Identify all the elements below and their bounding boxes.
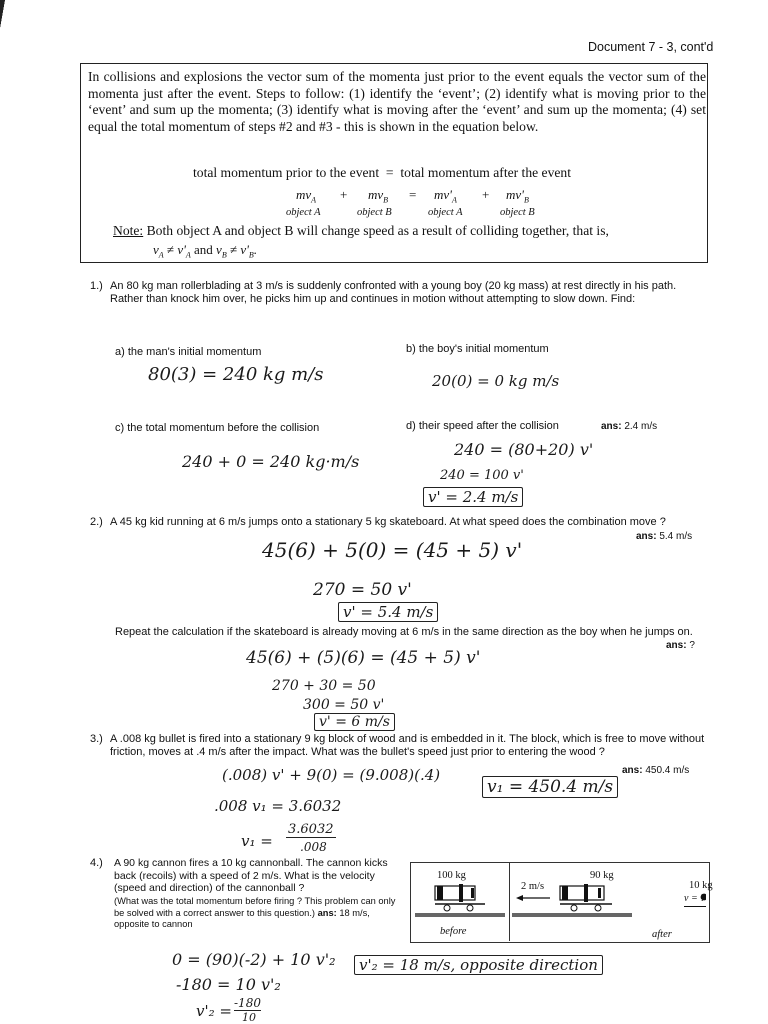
momentum-equation bbox=[296, 187, 556, 209]
intro-paragraph: In collisions and explosions the vector sum of the momenta just prior to the event equals the vector sum of the momenta just after the event. Steps to follow: (1) identify the ‘event’; (2) identify what is moving prior to the ‘event’ and sum up the momenta; (3) identify what is moving after the ‘event’ and sum up the momenta; (4) set equal the total momentum of steps #2 and #3 - this is shown in the equation below. bbox=[88, 69, 706, 134]
q1c-handwriting: 240 + 0 = 240 kg·m/s bbox=[182, 452, 360, 471]
q1b-label: b) the boy's initial momentum bbox=[406, 343, 549, 355]
eq-mvb: mv bbox=[368, 187, 384, 202]
q1d-label: d) their speed after the collision bbox=[406, 420, 559, 432]
q3-handwriting-1: (.008) v' + 9(0) = (9.008)(.4) bbox=[222, 766, 441, 784]
q3-handwriting-num: 3.6032 bbox=[288, 822, 334, 837]
eq-sub-a: A bbox=[311, 195, 317, 205]
q1b-handwriting: 20(0) = 0 kg m/s bbox=[432, 372, 560, 390]
q4-text-2: (What was the total momentum before firing ? This problem can only be solved with a correct answer to this question.) ans: 18 m/s, opposite to cannon bbox=[114, 896, 396, 930]
note-formula: $v_A \ne v'_A$ and $v_B \ne v'_B$. bbox=[153, 242, 258, 260]
q1c-label: c) the total momentum before the collision bbox=[115, 422, 320, 434]
q4-text: A 90 kg cannon fires a 10 kg cannonball. The cannon kicks back (recoils) with a speed of 2 m/s. What is the velocity (speed and direction) of the cannonball ? bbox=[114, 857, 388, 895]
ball-velocity-arrow-icon bbox=[684, 906, 706, 907]
q1d-handwriting-boxed: v' = 2.4 m/s bbox=[423, 487, 523, 507]
q2-handwriting-5: 300 = 50 v' bbox=[303, 697, 385, 713]
q3-handwriting-2: .008 v₁ = 3.6032 bbox=[214, 797, 342, 815]
q1-number: 1.) bbox=[90, 280, 103, 292]
eq-equals: = bbox=[409, 187, 417, 202]
q4-fig-before-mass: 100 kg bbox=[437, 870, 466, 881]
q2-text: A 45 kg kid running at 6 m/s jumps onto a stationary 5 kg skateboard. At what speed does the combination move ? bbox=[110, 516, 666, 528]
q3-handwriting-3: v₁ = bbox=[241, 832, 273, 850]
q1a-label: a) the man's initial momentum bbox=[115, 346, 262, 358]
note-line bbox=[113, 223, 609, 239]
q4-answer-label: ans: bbox=[317, 907, 337, 918]
q2-handwriting-4: 270 + 30 = 50 bbox=[272, 678, 376, 694]
q4-fig-ball-mass: 10 kg bbox=[689, 880, 713, 891]
eq-plus-2: + bbox=[482, 187, 490, 202]
label-object-a-1: object A bbox=[286, 207, 321, 218]
label-object-a-2: object A bbox=[428, 207, 463, 218]
q3-number: 3.) bbox=[90, 733, 103, 745]
q4-handwriting-1: 0 = (90)(-2) + 10 v'₂ bbox=[172, 950, 336, 969]
q2-handwriting-1: 45(6) + 5(0) = (45 + 5) v' bbox=[262, 538, 523, 562]
q4-fig-after-label: after bbox=[652, 929, 672, 940]
eq-mva: mv bbox=[296, 187, 312, 202]
q4-answer: 18 m/s, opposite to cannon bbox=[114, 907, 370, 930]
q4-fig-after-speed: 2 m/s bbox=[521, 881, 545, 892]
q2-answer: ans: 5.4 m/s bbox=[636, 531, 693, 542]
q1a-handwriting: 80(3) = 240 kg m/s bbox=[148, 364, 324, 385]
label-object-b-1: object B bbox=[357, 207, 392, 218]
q2-handwriting-boxed: v' = 6 m/s bbox=[314, 713, 395, 731]
cannon-after-icon bbox=[512, 882, 632, 922]
label-object-b-2: object B bbox=[500, 207, 535, 218]
q4-handwriting-den: 10 bbox=[242, 1011, 256, 1024]
q4-figure-divider bbox=[509, 862, 510, 941]
q2-handwriting-2: 270 = 50 v' bbox=[313, 580, 412, 600]
eq-plus-1: + bbox=[340, 187, 348, 202]
q4-handwriting-3: v'₂ = bbox=[196, 1002, 232, 1020]
q4-handwriting-boxed: v'₂ = 18 m/s, opposite direction bbox=[354, 955, 603, 975]
eq-sub-b: B bbox=[383, 195, 389, 205]
q1d-handwriting-1: 240 = (80+20) v' bbox=[454, 440, 594, 459]
q3-text: A .008 kg bullet is fired into a stationary 9 kg block of wood and is embedded in it. The block, which is free to move without friction, moves at .4 m/s after the impact. What was the bullet's speed just prior to entering the wood ? bbox=[110, 733, 705, 758]
q3-answer: ans: 450.4 m/s bbox=[622, 765, 690, 776]
q2-handwriting-3: 45(6) + (5)(6) = (45 + 5) v' bbox=[246, 648, 481, 668]
q2-repeat-answer: ans: ? bbox=[666, 640, 695, 651]
q1-text: An 80 kg man rollerblading at 3 m/s is suddenly confronted with a young boy (20 kg mass) at rest directly in his path. Rather than knock him over, he picks him up and continues in motion without attempting to slow down. Find: bbox=[110, 280, 677, 305]
q4-handwriting-2: -180 = 10 v'₂ bbox=[176, 975, 281, 994]
q3-handwriting-boxed: v₁ = 450.4 m/s bbox=[482, 776, 618, 798]
q1d-answer: ans: 2.4 m/s bbox=[601, 421, 658, 432]
q4-fig-before-label: before bbox=[440, 926, 467, 937]
note-text: Both object A and object B will change speed as a result of colliding together, that is, bbox=[146, 223, 609, 238]
note-label: Note: bbox=[113, 223, 144, 238]
q4-number: 4.) bbox=[90, 857, 103, 869]
cannon-before-icon bbox=[415, 882, 505, 922]
document-title: Document 7 - 3, cont'd bbox=[588, 40, 714, 54]
eq-mva-prime: mv' bbox=[434, 187, 452, 202]
eq-sub-b-2: B bbox=[523, 195, 529, 205]
q4-fig-after-mass: 90 kg bbox=[590, 870, 614, 881]
scan-edge-mark bbox=[0, 0, 6, 46]
q2-repeat-text: Repeat the calculation if the skateboard is already moving at 6 m/s in the same direction as the boy when he jumps on. bbox=[115, 626, 693, 638]
q3-handwriting-den: .008 bbox=[300, 840, 327, 854]
q4-handwriting-num: -180 bbox=[234, 996, 261, 1010]
q4-fig-ball-v: v = ? bbox=[684, 893, 706, 904]
eq-mvb-prime: mv' bbox=[506, 187, 524, 202]
equation-words: total momentum prior to the event = total momentum after the event bbox=[193, 165, 571, 180]
q2-number: 2.) bbox=[90, 516, 103, 528]
eq-sub-a-2: A bbox=[451, 195, 457, 205]
q2-handwriting-boxed: v' = 5.4 m/s bbox=[338, 602, 438, 622]
q1d-handwriting-2: 240 = 100 v' bbox=[440, 468, 524, 483]
